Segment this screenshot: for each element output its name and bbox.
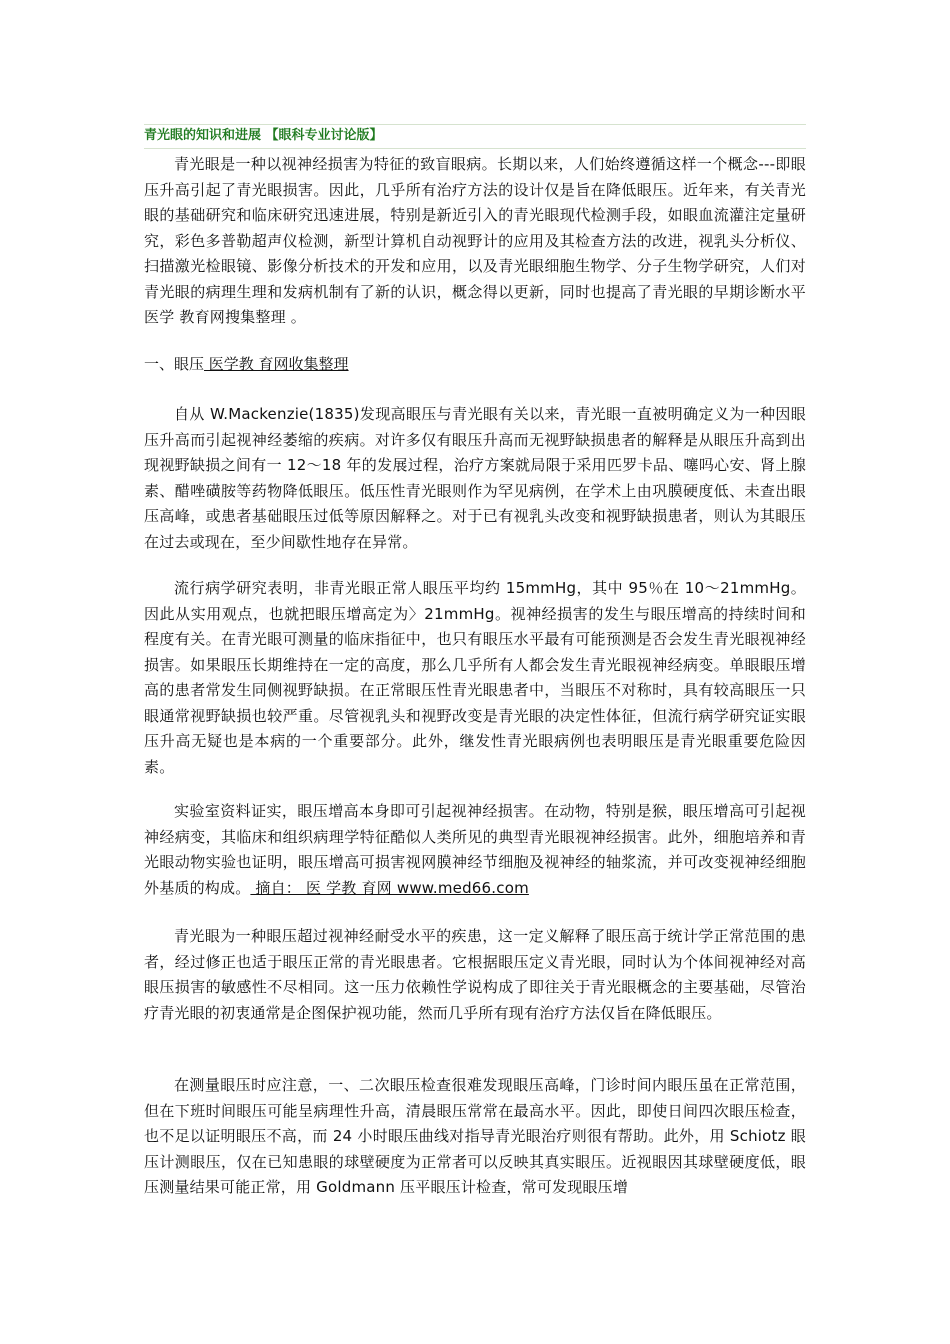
document-title: 青光眼的知识和进展 【眼科专业讨论版】 (144, 128, 383, 143)
intro-paragraph: 青光眼是一种以视神经损害为特征的致盲眼病。长期以来，人们始终遵循这样一个概念---即眼压升高引起了青光眼损害。因此，几乎所有治疗方法的设计仅是旨在降低眼压。近年来，有关青光眼的基础研究和临床研究迅速进展，特别是新近引入的青光眼现代检测手段，如眼血流灌注定量研究，彩色多普勒超声仪检测，新型计算机自动视野计的应用及其检查方法的改进，视乳头分析仪、扫描激光检眼镜、影像分析技术的开发和应用，以及青光眼细胞生物学、分子生物学研究，人们对青光眼的病理生理和发病机制有了新的认识，概念得以更新，同时也提高了青光眼的早期诊断水平 医学 教育网搜集整理 。 (144, 155, 806, 326)
section-source-link[interactable]: 医学教 育网收集整理 (204, 355, 349, 373)
paragraph-laboratory-text: 实验室资料证实，眼压增高本身即可引起视神经损害。在动物，特别是猴，眼压增高可引起视神经病变，其临床和组织病理学特征酷似人类所见的典型青光眼视神经损害。此外，细胞培养和青光眼动物实验也证明，眼压增高可损害视网膜神经节细胞及视神经的轴浆流，并可改变视神经细胞外基质的构成。 (144, 802, 806, 897)
source-link[interactable]: 摘自： 医 学教 育网 www.med66.com (250, 878, 529, 897)
paragraph-history: 自从 W.Mackenzie(1835)发现高眼压与青光眼有关以来，青光眼一直被明确定义为一种因眼压升高而引起视神经萎缩的疾病。对许多仅有眼压升高而无视野缺损患者的解释是从眼压升高到出现视野缺损之间有一 12～18 年的发展过程，治疗方案就局限于采用匹罗卡品、噻吗心安、肾上腺素、醋唑磺胺等药物降低眼压。低压性青光眼则作为罕见病例，在学术上由巩膜硬度低、未查出眼压高峰，或患者基础眼压过低等原因解释之。对于已有视乳头改变和视野缺损患者，则认为其眼压在过去或现在，至少间歇性地存在异常。 (144, 405, 806, 551)
section-heading-intraocular-pressure (144, 352, 349, 377)
paragraph-epidemiology: 流行病学研究表明，非青光眼正常人眼压平均约 15mmHg，其中 95％在 10～21mmHg。因此从实用观点，也就把眼压增高定为〉21mmHg。视神经损害的发生与眼压增高的持续时间和程度有关。在青光眼可测量的临床指征中，也只有眼压水平最有可能预测是否会发生青光眼视神经损害。如果眼压长期维持在一定的高度，那么几乎所有人都会发生青光眼视神经病变。单眼眼压增高的患者常发生同侧视野缺损。在正常眼压性青光眼患者中，当眼压不对称时，具有较高眼压一只眼通常视野缺损也较严重。尽管视乳头和视野改变是青光眼的决定性体征，但流行病学研究证实眼压升高无疑也是本病的一个重要部分。此外，继发性青光眼病例也表明眼压是青光眼重要危险因素。 (144, 579, 806, 776)
paragraph-definition: 青光眼为一种眼压超过视神经耐受水平的疾患，这一定义解释了眼压高于统计学正常范围的患者，经过修正也适于眼压正常的青光眼患者。它根据眼压定义青光眼，同时认为个体间视神经对高眼压损害的敏感性不尽相同。这一压力依赖性学说构成了即往关于青光眼概念的主要基础，尽管治疗青光眼的初衷通常是企图保护视功能，然而几乎所有现有治疗方法仅旨在降低眼压。 (144, 927, 806, 1022)
header-bottom-rule (144, 148, 806, 149)
paragraph-measurement: 在测量眼压时应注意，一、二次眼压检查很难发现眼压高峰，门诊时间内眼压虽在正常范围，但在下班时间眼压可能呈病理性升高，清晨眼压常常在最高水平。因此，即使日间四次眼压检查，也不足以证明眼压不高，而 24 小时眼压曲线对指导青光眼治疗则很有帮助。此外，用 Schiotz 眼压计测眼压，仅在已知患眼的球壁硬度为正常者可以反映其真实眼压。近视眼因其球壁硬度低，眼压测量结果可能正常，用 Goldmann 压平眼压计检查，常可发现眼压增 (144, 1076, 806, 1196)
paragraph-laboratory (144, 799, 806, 901)
section-number: 一、眼压 (144, 355, 205, 373)
header-top-rule (144, 124, 806, 125)
